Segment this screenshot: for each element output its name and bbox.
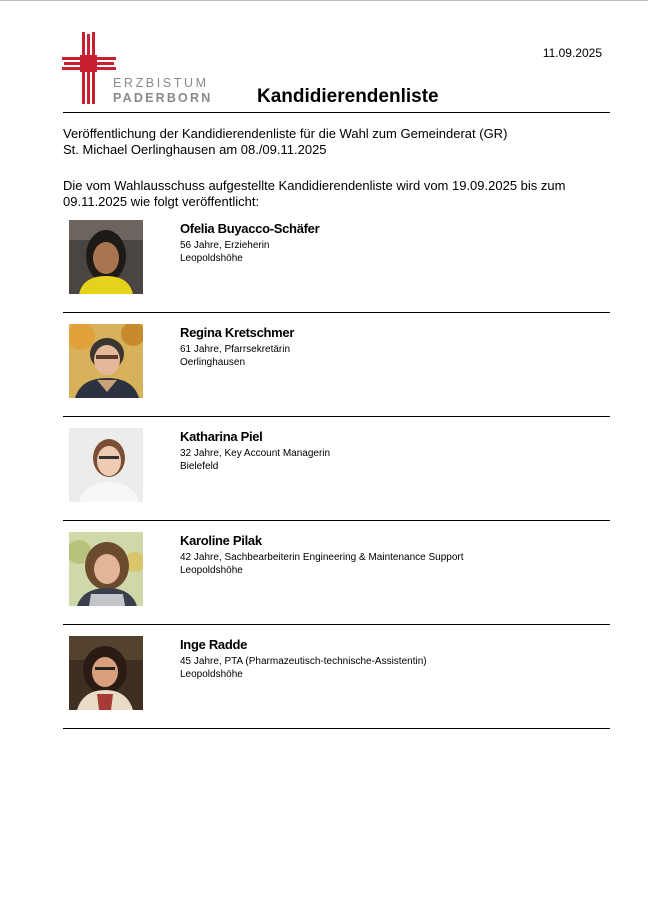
intro-line-2: St. Michael Oerlinghausen am 08./09.11.2025: [63, 142, 327, 157]
page-top-border: [0, 0, 648, 1]
candidate-age-profession: 61 Jahre, Pfarrsekretärin: [180, 344, 291, 355]
page-title: Kandidierendenliste: [257, 86, 439, 107]
candidate-entry: [63, 625, 610, 729]
candidate-info: [180, 221, 319, 265]
cross-icon: [60, 30, 120, 106]
candidate-residence: Oerlinghausen: [180, 357, 246, 368]
candidate-photo: [69, 220, 143, 294]
candidate-name: Karoline Pilak: [180, 533, 262, 548]
portrait-photo-icon: [69, 324, 143, 398]
candidate-info: [180, 429, 330, 473]
intro-paragraph-2: [63, 178, 613, 210]
intro-line-3: Die vom Wahlausschuss aufgestellte Kandidierendenliste wird vom 19.09.2025 bis zum: [63, 178, 566, 193]
candidate-name: Ofelia Buyacco-Schäfer: [180, 221, 320, 236]
candidate-residence: Leopoldshöhe: [180, 253, 243, 264]
candidate-entry: [63, 209, 610, 313]
portrait-photo-icon: [69, 220, 143, 294]
document-date: 11.09.2025: [542, 46, 602, 60]
candidate-list: [63, 209, 610, 729]
header-divider: [63, 112, 610, 113]
candidate-age-profession: 42 Jahre, Sachbearbeiterin Engineering & Maintenance Support: [180, 552, 464, 563]
candidate-residence: Leopoldshöhe: [180, 669, 243, 680]
candidate-entry: [63, 313, 610, 417]
diocese-logo: [60, 30, 220, 110]
candidate-info: [180, 533, 464, 577]
intro-line-1: Veröffentlichung der Kandidierendenliste für die Wahl zum Gemeinderat (GR): [63, 126, 508, 141]
logo-text-line1: ERZBISTUM: [113, 76, 209, 90]
candidate-photo: [69, 532, 143, 606]
candidate-info: [180, 325, 294, 369]
candidate-entry: [63, 521, 610, 625]
candidate-residence: Bielefeld: [180, 461, 219, 472]
portrait-photo-icon: [69, 532, 143, 606]
candidate-photo: [69, 324, 143, 398]
candidate-name: Katharina Piel: [180, 429, 263, 444]
portrait-photo-icon: [69, 636, 143, 710]
candidate-entry: [63, 417, 610, 521]
candidate-age-profession: 45 Jahre, PTA (Pharmazeutisch-technische-Assistentin): [180, 656, 427, 667]
logo-text-line2: PADERBORN: [113, 91, 213, 105]
intro-text: [63, 126, 613, 210]
candidate-age-profession: 32 Jahre, Key Account Managerin: [180, 448, 331, 459]
candidate-age-profession: 56 Jahre, Erzieherin: [180, 240, 270, 251]
intro-paragraph-1: [63, 126, 613, 158]
portrait-photo-icon: [69, 428, 143, 502]
candidate-name: Inge Radde: [180, 637, 248, 652]
candidate-residence: Leopoldshöhe: [180, 565, 243, 576]
candidate-photo: [69, 428, 143, 502]
candidate-info: [180, 637, 427, 681]
candidate-photo: [69, 636, 143, 710]
candidate-name: Regina Kretschmer: [180, 325, 295, 340]
intro-line-4: 09.11.2025 wie folgt veröffentlicht:: [63, 194, 260, 209]
